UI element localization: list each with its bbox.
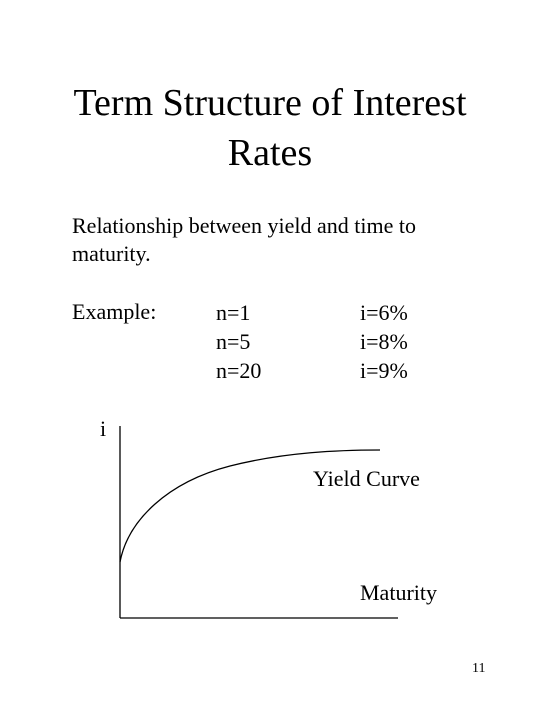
x-axis-label: Maturity	[360, 580, 437, 605]
rate-2: i=8%	[360, 329, 408, 354]
maturity-3: n=20	[216, 358, 262, 383]
rate-3: i=9%	[360, 358, 408, 383]
maturity-2: n=5	[216, 329, 251, 354]
rate-1: i=6%	[360, 300, 408, 325]
y-axis-label: i	[100, 416, 107, 441]
maturity-1: n=1	[216, 300, 251, 325]
example-label: Example:	[72, 299, 157, 324]
page-number: 11	[472, 661, 486, 676]
description-line-1: Relationship between yield and time to	[72, 213, 416, 238]
series-label: Yield Curve	[313, 466, 420, 491]
description-line-2: maturity.	[72, 241, 151, 266]
title-line-2: Rates	[227, 132, 313, 174]
title-line-1: Term Structure of Interest	[73, 82, 467, 124]
